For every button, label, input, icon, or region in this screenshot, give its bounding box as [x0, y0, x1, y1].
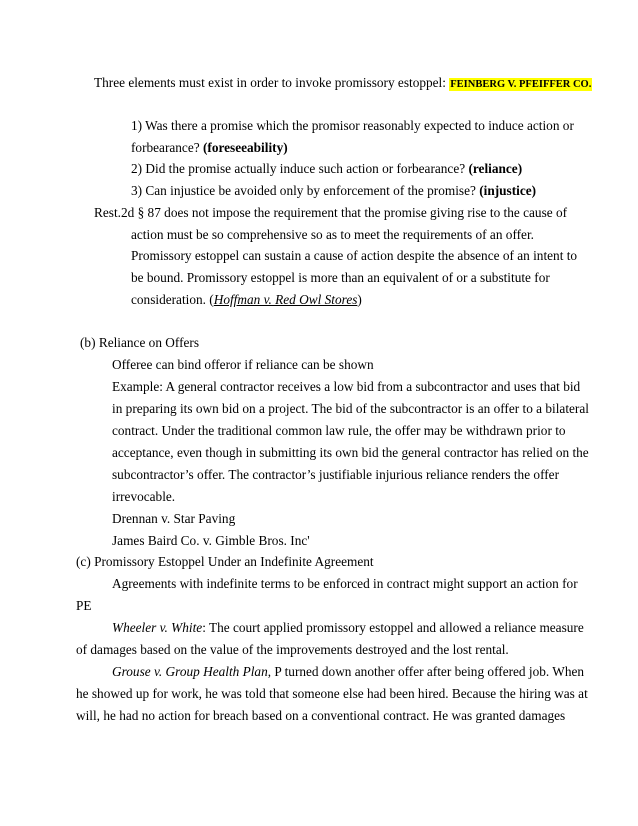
tag-injustice: (injustice)	[479, 183, 537, 198]
example-line-2: in preparing its own bid on a project. The bid of the subcontractor is an offer to a bilateral	[112, 401, 589, 416]
grouse-line-2: he showed up for work, he was told that someone else had been hired. Because the hiring was at	[76, 686, 588, 701]
rest-line-4: be bound. Promissory estoppel is more than an equivalent of or a substitute for	[131, 270, 550, 285]
intro-line	[94, 74, 592, 94]
tag-reliance: (reliance)	[468, 161, 523, 176]
rest-line-5: consideration. (Hoffman v. Red Owl Stores)	[131, 292, 362, 307]
case-highlight: FEINBERG V. PFEIFFER CO.	[450, 79, 592, 90]
example-line-3: contract. Under the traditional common law rule, the offer may be withdrawn prior to	[112, 423, 566, 438]
case-wheeler: Wheeler v. White	[112, 620, 203, 635]
section-c-line-2: PE	[76, 598, 92, 613]
intro-text: Three elements must exist in order to invoke promissory estoppel:	[94, 75, 446, 90]
case-grouse: Grouse v. Group Health Plan	[112, 664, 268, 679]
wheeler-line-1: Wheeler v. White: The court applied promissory estoppel and allowed a reliance measure	[112, 620, 584, 635]
section-b-rule: Offeree can bind offeror if reliance can be shown	[112, 357, 374, 372]
section-b-heading: (b) Reliance on Offers	[80, 335, 200, 350]
section-c-heading: (c) Promissory Estoppel Under an Indefinite Agreement	[76, 554, 374, 569]
wheeler-line-2: of damages based on the value of the improvements destroyed and the lost rental.	[76, 642, 509, 657]
example-line-5: subcontractor’s offer. The contractor’s justifiable injurious reliance renders the offer	[112, 467, 560, 482]
section-c-line-1: Agreements with indefinite terms to be enforced in contract might support an action for	[112, 576, 578, 591]
element-1-line2: forbearance? (foreseeability)	[131, 140, 288, 155]
example-line-4: acceptance, even though in submitting its own bid the general contractor has relied on the	[112, 445, 589, 460]
tag-foreseeability: (foreseeability)	[202, 140, 288, 155]
grouse-line-1: Grouse v. Group Health Plan, P turned down another offer after being offered job. When	[112, 664, 585, 679]
grouse-line-3: will, he had no action for breach based on a conventional contract. He was granted damages	[76, 708, 566, 723]
case-james-baird: James Baird Co. v. Gimble Bros. Inc'	[112, 533, 310, 548]
rest-line-3: Promissory estoppel can sustain a cause of action despite the absence of an intent to	[131, 248, 578, 263]
rest-line-1: Rest.2d § 87 does not impose the requirement that the promise giving rise to the cause of	[94, 205, 568, 220]
rest-line-2: action must be so comprehensive so as to meet the requirements of an offer.	[131, 227, 534, 242]
case-drennan: Drennan v. Star Paving	[112, 511, 236, 526]
example-line-1: Example: A general contractor receives a low bid from a subcontractor and uses that bid	[112, 379, 581, 394]
element-3: 3) Can injustice be avoided only by enforcement of the promise? (injustice)	[131, 183, 537, 198]
example-line-6: irrevocable.	[112, 489, 176, 504]
case-cite-hoffman: Hoffman v. Red Owl Stores	[213, 292, 358, 307]
element-1-line1: 1) Was there a promise which the promisor reasonably expected to induce action or	[131, 118, 574, 133]
element-2: 2) Did the promise actually induce such action or forbearance? (reliance)	[131, 161, 523, 176]
